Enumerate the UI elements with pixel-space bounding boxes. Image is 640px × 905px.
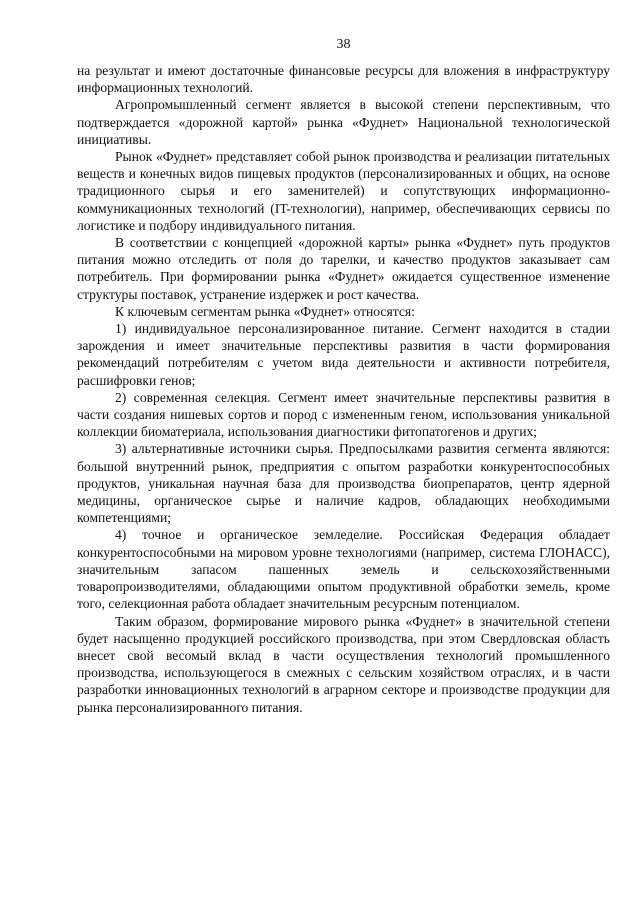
paragraph-continuation: на результат и имеют достаточные финансовые ресурсы для вложения в инфраструктуру информационных технологий.	[77, 63, 610, 96]
paragraph-agro-segment: Агропромышленный сегмент является в высокой степени перспективным, что подтверждается «дорожной картой» рынка «Фуднет» Национальной технологической инициативы.	[77, 97, 610, 147]
page-number: 38	[336, 37, 351, 52]
list-item-modern-selection: 2) современная селекция. Сегмент имеет значительные перспективы развития в части создания нишевых сортов и пород с измененным геном, использования уникальной коллекции биоматериала, использования диагностики фитопатогенов и других;	[77, 389, 610, 440]
paragraph-key-segments-intro: К ключевым сегментам рынка «Фуднет» относятся:	[115, 303, 415, 319]
list-item-personalized-nutrition: 1) индивидуальное персонализированное питание. Сегмент находится в стадии зарождения и имеет значительные перспективы развития в части формирования рекомендаций потребителям с учетом вида деятельности и активности потребителя, расшифровки генов;	[77, 321, 610, 388]
document-page	[77, 36, 610, 716]
paragraph-roadmap-concept: В соответствии с концепцией «дорожной карты» рынка «Фуднет» путь продуктов питания можно отследить от поля до тарелки, и качество продуктов заказывает сам потребитель. При формировании рынка «Фуднет» ожидается существенное изменение структуры поставок, устранение издержек и рост качества.	[77, 235, 610, 302]
list-item-precision-farming: 4) точное и органическое земледелие. Российская Федерация обладает конкурентоспособными на мировом уровне технологиями (например, система ГЛОНАСС), значительным запасом пашенных земель и сельскохозяйственными товаропроизводителями, обладающими опытом продуктивной обработки земель, кроме того, селекционная работа обладает значительным ресурсным потенциалом.	[77, 527, 610, 612]
list-item-alternative-sources: 3) альтернативные источники сырья. Предпосылками развития сегмента являются: большой внутренний рынок, предприятия с опытом разработки конкурентоспособных продуктов, уникальная научная база для производства биопрепаратов, центр ядерной медицины, органическое сырье и наличие кадров, обладающих необходимыми компетенциями;	[77, 441, 610, 526]
paragraph-conclusion: Таким образом, формирование мирового рынка «Фуднет» в значительной степени будет насыщенно продукцией российского производства, при этом Свердловская область внесет свой весомый вклад в части осуществления технологий промышленного производства, использующегося в смежных с сельским хозяйством отраслях, и в части разработки инновационных технологий в аграрном секторе и производстве продукции для рынка персонализированного питания.	[77, 613, 610, 715]
paragraph-foodnet-market: Рынок «Фуднет» представляет собой рынок производства и реализации питательных веществ и конечных видов пищевых продуктов (персонализированных и общих, на основе традиционного сырья и его заменителей) и сопутствующих информационно-коммуникационных технологий (IT-технологии), например, обеспечивающих сервисы по логистике и подбору индивидуального питания.	[77, 149, 610, 233]
